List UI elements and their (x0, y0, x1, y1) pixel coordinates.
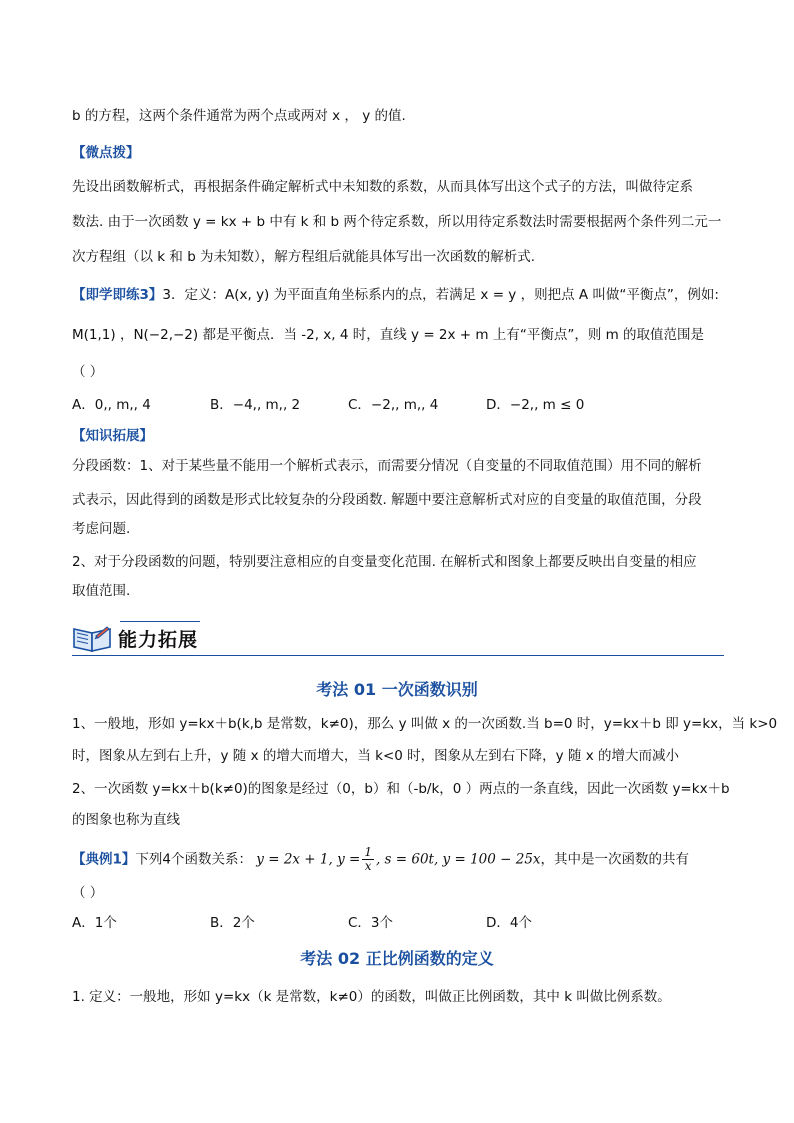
book-pencil-icon (72, 621, 114, 653)
section-label-zhi: 【知识拓展】 (72, 428, 153, 444)
banner-title: 能力拓展 (118, 629, 199, 651)
option-a: A．1个 (72, 915, 117, 931)
math-expression: , s = 60t, y = 100 − 25x (375, 851, 541, 868)
text-line: 式表示，因此得到的函数是形式比较复杂的分段函数. 解题中要注意解析式对应的自变量的取值范围，分段 (72, 492, 702, 508)
text-line: 次方程组（以 k 和 b 为未知数），解方程组后就能具体写出一次函数的解析式. (72, 249, 536, 265)
text-line: 2、一次函数 y=kx＋b(k≠0)的图象是经过（0，b）和（-b/k，0 ）两点的一条直线，因此一次函数 y=kx＋b (72, 781, 730, 797)
fraction-denominator: x (364, 859, 372, 873)
exercise-line (72, 285, 719, 305)
text-line: 数法. 由于一次函数 y = kx + b 中有 k 和 b 两个待定系数，所以用待定系数法时需要根据两个条件列二元一 (72, 214, 722, 230)
text-line: 2、对于分段函数的问题，特别要注意相应的自变量变化范围. 在解析式和图象上都要反映出自变量的相应 (72, 554, 697, 570)
math-expression: y = 2x + 1, y = (256, 851, 361, 868)
text-line: 先设出函数解析式，再根据条件确定解析式中未知数的系数，从而具体写出这个式子的方法，叫做待定系 (72, 179, 693, 195)
text-line: b 的方程，这两个条件通常为两个点或两对 x ， y 的值. (72, 108, 406, 124)
text-line: 1、一般地，形如 y=kx＋b(k,b 是常数，k≠0)，那么 y 叫做 x 的一次函数.当 b=0 时，y=kx＋b 即 y=kx，当 k>0 (72, 716, 778, 732)
option-d: D．4个 (486, 915, 532, 931)
text-line: 时，图象从左到右上升，y 随 x 的增大而增大，当 k<0 时，图象从左到右下降，y 随 x 的增大而减小 (72, 748, 680, 764)
option-c: C．3个 (348, 915, 394, 931)
text-line: 考虑问题. (72, 521, 131, 537)
text-line: M(1,1) ，N(−2,−2) 都是平衡点．当 -2, x, 4 时，直线 y = 2x + m 上有“平衡点”，则 m 的取值范围是 (72, 327, 705, 343)
option-d: D．−2,, m ≤ 0 (486, 397, 585, 413)
kaofa-01-heading: 考法 01 一次函数识别 (316, 680, 478, 699)
exercise-text: 3．定义：A(x, y) 为平面直角坐标系内的点，若满足 x = y ，则把点 A 叫做“平衡点”，例如: (162, 287, 719, 303)
option-c: C．−2,, m,, 4 (348, 397, 439, 413)
section-label-wei: 【微点拨】 (72, 145, 140, 161)
banner-rule-top (120, 621, 200, 622)
option-a: A．0,, m,, 4 (72, 397, 151, 413)
option-b: B．2个 (210, 915, 255, 931)
text-line: 1. 定义：一般地，形如 y=kx（k 是常数，k≠0）的函数，叫做正比例函数，其中 k 叫做比例系数。 (72, 989, 671, 1005)
section-label-ji: 【即学即练3】 (72, 287, 163, 303)
text-line: 取值范围. (72, 583, 131, 599)
kaofa-02-heading: 考法 02 正比例函数的定义 (300, 949, 494, 968)
section-banner (72, 617, 724, 659)
text-line: 的图象也称为直线 (72, 812, 180, 828)
text-line: 分段函数：1、对于某些量不能用一个解析式表示，而需要分情况（自变量的不同取值范围）用不同的解析 (72, 458, 702, 474)
example-line (72, 846, 689, 873)
example-text: ，其中是一次函数的共有 (540, 851, 690, 868)
option-b: B．−4,, m,, 2 (210, 397, 301, 413)
fraction-numerator: 1 (364, 845, 372, 859)
banner-rule (72, 655, 724, 656)
example-label: 【典例1】 (72, 851, 136, 868)
fraction (362, 846, 374, 873)
answer-bracket: （ ） (72, 364, 104, 380)
answer-bracket: （ ） (72, 885, 104, 901)
example-text: 下列4个函数关系： (135, 851, 252, 868)
